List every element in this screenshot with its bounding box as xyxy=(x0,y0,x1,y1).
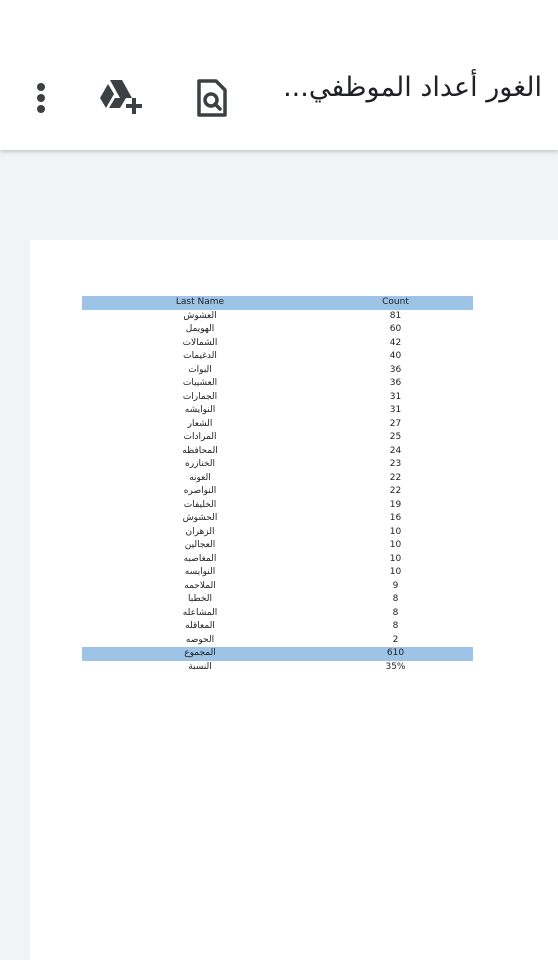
find-in-document-icon[interactable] xyxy=(192,78,230,118)
document-page xyxy=(30,240,558,960)
count-cell: 60 xyxy=(389,324,402,335)
table-row xyxy=(82,431,473,445)
last-name-cell: الشعار xyxy=(187,418,213,429)
count-cell: 42 xyxy=(389,337,402,348)
table-row xyxy=(82,499,473,513)
count-cell: 23 xyxy=(389,459,402,470)
count-cell: 10 xyxy=(389,567,402,578)
last-name-cell: المرادات xyxy=(183,432,217,443)
last-name-cell: النوايسه xyxy=(184,567,216,578)
count-cell: 22 xyxy=(389,486,402,497)
count-cell: 24 xyxy=(389,445,402,456)
table-row xyxy=(82,323,473,337)
last-name-cell: العشوش xyxy=(183,310,217,321)
table-row xyxy=(82,337,473,351)
last-name-cell: الحوصه xyxy=(185,634,215,645)
last-name-cell: العونه xyxy=(189,472,211,483)
last-name-cell: البوات xyxy=(188,364,212,375)
table-row xyxy=(82,404,473,418)
count-cell: 36 xyxy=(389,378,402,389)
table-row xyxy=(82,526,473,540)
more-vert-icon[interactable] xyxy=(24,78,58,118)
last-name-cell: المغاصبه xyxy=(183,553,217,564)
table-row xyxy=(82,539,473,553)
last-name-cell: الخنازره xyxy=(185,459,215,470)
last-name-cell: المجموع xyxy=(82,647,318,661)
table-row xyxy=(82,566,473,580)
app-toolbar xyxy=(0,0,558,150)
table-row xyxy=(82,634,473,648)
count-cell: 10 xyxy=(389,540,402,551)
data-table xyxy=(82,296,473,674)
last-name-cell: النسبة xyxy=(188,661,212,672)
table-row xyxy=(82,485,473,499)
table-row xyxy=(82,445,473,459)
table-row xyxy=(82,418,473,432)
last-name-cell: العشيبات xyxy=(182,378,218,389)
last-name-cell: الهويمل xyxy=(185,324,215,335)
total-row xyxy=(82,647,473,661)
count-cell: 8 xyxy=(392,594,399,605)
count-cell: 10 xyxy=(389,526,402,537)
table-row xyxy=(82,593,473,607)
last-name-cell: الشمالات xyxy=(182,337,218,348)
count-cell: 16 xyxy=(389,513,402,524)
table-row xyxy=(82,377,473,391)
last-name-cell: النوايشه xyxy=(184,405,216,416)
count-cell: 9 xyxy=(392,580,399,591)
count-cell: 35% xyxy=(385,661,406,672)
table-row xyxy=(82,607,473,621)
table-row xyxy=(82,350,473,364)
count-cell: 31 xyxy=(389,391,402,402)
last-name-cell: الحشوش xyxy=(182,513,218,524)
last-name-cell: الدغيمات xyxy=(183,351,217,362)
last-name-cell: المحافظه xyxy=(182,445,218,456)
column-header-last-name: Last Name xyxy=(82,296,318,310)
last-name-cell: العجالين xyxy=(184,540,216,551)
table-row xyxy=(82,620,473,634)
count-cell: 8 xyxy=(392,607,399,618)
last-name-cell: النواصره xyxy=(183,486,217,497)
count-cell: 19 xyxy=(389,499,402,510)
last-name-cell: المعاقله xyxy=(185,621,215,632)
count-cell: 8 xyxy=(392,621,399,632)
table-row xyxy=(82,310,473,324)
column-header-count: Count xyxy=(318,296,473,310)
count-cell: 25 xyxy=(389,432,402,443)
last-name-cell: الخليفات xyxy=(183,499,217,510)
count-cell: 40 xyxy=(389,351,402,362)
count-cell: 31 xyxy=(389,405,402,416)
ratio-row xyxy=(82,661,473,675)
count-cell: 10 xyxy=(389,553,402,564)
table-row xyxy=(82,391,473,405)
count-cell: 2 xyxy=(392,634,399,645)
last-name-cell: الملاحمه xyxy=(184,580,216,591)
add-to-drive-icon[interactable] xyxy=(98,78,144,118)
table-row xyxy=(82,580,473,594)
table-row xyxy=(82,472,473,486)
table-row xyxy=(82,512,473,526)
count-cell: 610 xyxy=(318,647,473,661)
last-name-cell: الزهران xyxy=(185,526,215,537)
table-row xyxy=(82,458,473,472)
count-cell: 27 xyxy=(389,418,402,429)
last-name-cell: الجمارات xyxy=(182,391,218,402)
count-cell: 22 xyxy=(389,472,402,483)
count-cell: 36 xyxy=(389,364,402,375)
table-row xyxy=(82,364,473,378)
table-header-row xyxy=(82,296,473,310)
count-cell: 81 xyxy=(389,310,402,321)
table-row xyxy=(82,553,473,567)
document-title: الغور أعداد الموظفي... xyxy=(283,72,542,103)
last-name-cell: الخطبا xyxy=(188,594,212,605)
last-name-cell: المشاعله xyxy=(182,607,218,618)
